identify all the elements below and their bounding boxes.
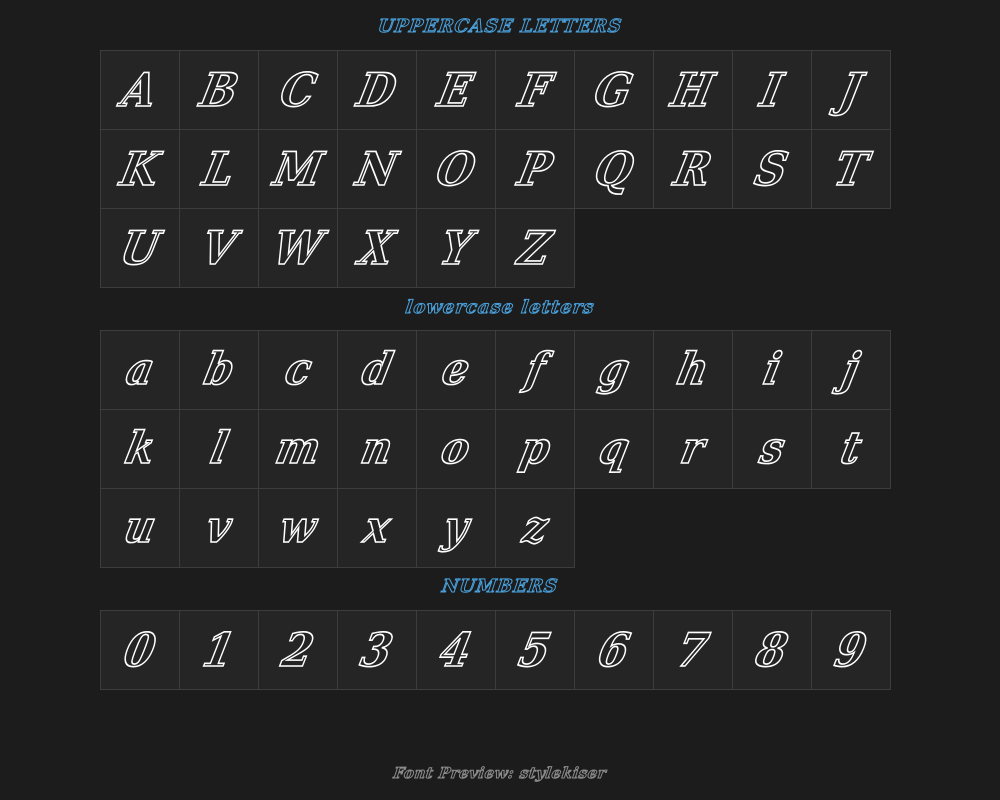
glyph-cell bbox=[100, 409, 180, 489]
glyph-cell bbox=[258, 409, 338, 489]
glyph-cell bbox=[653, 409, 733, 489]
glyph-cell bbox=[811, 330, 891, 410]
glyph-sample: d bbox=[357, 344, 397, 395]
glyph-sample: M bbox=[268, 142, 328, 196]
glyph-cell bbox=[416, 208, 496, 288]
glyph-cell bbox=[495, 488, 575, 568]
glyph-sample: Y bbox=[435, 221, 477, 275]
glyph-sample: 4 bbox=[435, 623, 477, 677]
glyph-sample: H bbox=[667, 63, 719, 117]
glyph-cell bbox=[337, 330, 417, 410]
glyph-sample: A bbox=[117, 63, 163, 117]
glyph-sample: 9 bbox=[830, 623, 872, 677]
glyph-cell bbox=[100, 50, 180, 130]
glyph-sample: N bbox=[351, 142, 403, 196]
glyph-sample: B bbox=[195, 63, 243, 117]
glyph-sample: C bbox=[275, 63, 321, 117]
glyph-cell bbox=[653, 610, 733, 690]
glyph-sample: r bbox=[677, 423, 710, 474]
glyph-sample: 6 bbox=[593, 623, 635, 677]
glyph-cell bbox=[495, 330, 575, 410]
glyph-cell bbox=[337, 208, 417, 288]
glyph-cell bbox=[416, 409, 496, 489]
glyph-cell bbox=[811, 610, 891, 690]
glyph-sample: z bbox=[518, 502, 553, 553]
glyph-sample: e bbox=[437, 344, 475, 395]
glyph-sample: t bbox=[836, 423, 866, 474]
uppercase-grid bbox=[100, 50, 900, 287]
glyph-cell bbox=[258, 488, 338, 568]
glyph-sample: V bbox=[196, 221, 242, 275]
glyph-cell bbox=[653, 50, 733, 130]
glyph-cell bbox=[416, 488, 496, 568]
glyph-cell bbox=[100, 208, 180, 288]
glyph-sample: w bbox=[275, 502, 321, 553]
glyph-sample: m bbox=[271, 423, 325, 474]
glyph-cell bbox=[337, 409, 417, 489]
glyph-sample: K bbox=[115, 142, 165, 196]
glyph-cell bbox=[574, 409, 654, 489]
uppercase-section-title: UPPERCASE LETTERS bbox=[376, 16, 624, 37]
glyph-sample: W bbox=[268, 221, 328, 275]
glyph-cell bbox=[179, 409, 259, 489]
lowercase-section-title: lowercase letters bbox=[404, 297, 596, 318]
glyph-sample: n bbox=[356, 423, 398, 474]
glyph-sample: p bbox=[515, 423, 555, 474]
glyph-sample: v bbox=[201, 502, 237, 553]
glyph-cell bbox=[495, 208, 575, 288]
glyph-cell bbox=[258, 129, 338, 209]
glyph-sample: G bbox=[590, 63, 638, 117]
glyph-cell bbox=[732, 610, 812, 690]
glyph-sample: O bbox=[431, 142, 481, 196]
glyph-cell bbox=[574, 330, 654, 410]
glyph-sample: J bbox=[835, 63, 867, 117]
glyph-cell bbox=[100, 488, 180, 568]
glyph-cell bbox=[811, 409, 891, 489]
glyph-cell bbox=[495, 50, 575, 130]
glyph-sample: h bbox=[672, 344, 714, 395]
glyph-sample: 2 bbox=[277, 623, 319, 677]
glyph-cell bbox=[179, 330, 259, 410]
glyph-sample: s bbox=[755, 423, 789, 474]
glyph-sample: k bbox=[120, 423, 160, 474]
glyph-cell bbox=[732, 330, 812, 410]
glyph-cell bbox=[100, 330, 180, 410]
glyph-cell bbox=[811, 50, 891, 130]
glyph-cell bbox=[732, 409, 812, 489]
glyph-sample: y bbox=[438, 502, 474, 553]
glyph-sample: q bbox=[594, 423, 634, 474]
glyph-sample: 1 bbox=[198, 623, 240, 677]
glyph-sample: R bbox=[669, 142, 717, 196]
lowercase-grid bbox=[100, 330, 900, 567]
glyph-cell bbox=[337, 129, 417, 209]
glyph-cell bbox=[732, 129, 812, 209]
glyph-sample: l bbox=[205, 423, 233, 474]
glyph-cell bbox=[574, 50, 654, 130]
numbers-grid bbox=[100, 610, 900, 689]
glyph-cell bbox=[337, 50, 417, 130]
glyph-cell bbox=[179, 50, 259, 130]
glyph-sample: c bbox=[280, 344, 316, 395]
glyph-cell bbox=[416, 129, 496, 209]
glyph-cell bbox=[258, 610, 338, 690]
glyph-cell bbox=[653, 129, 733, 209]
glyph-cell bbox=[811, 129, 891, 209]
glyph-cell bbox=[732, 50, 812, 130]
glyph-cell bbox=[416, 50, 496, 130]
glyph-sample: 3 bbox=[356, 623, 398, 677]
glyph-sample: x bbox=[359, 502, 395, 553]
glyph-cell bbox=[179, 610, 259, 690]
glyph-sample: j bbox=[838, 344, 864, 395]
glyph-sample: g bbox=[594, 344, 634, 395]
glyph-sample: 5 bbox=[514, 623, 556, 677]
glyph-sample: b bbox=[199, 344, 239, 395]
glyph-sample: S bbox=[750, 142, 794, 196]
glyph-cell bbox=[258, 208, 338, 288]
glyph-cell bbox=[179, 208, 259, 288]
glyph-sample: 8 bbox=[751, 623, 793, 677]
glyph-cell bbox=[258, 50, 338, 130]
glyph-cell bbox=[495, 610, 575, 690]
glyph-sample: T bbox=[829, 142, 873, 196]
glyph-cell bbox=[574, 129, 654, 209]
glyph-cell bbox=[495, 129, 575, 209]
glyph-cell bbox=[337, 610, 417, 690]
glyph-sample: F bbox=[514, 63, 556, 117]
glyph-sample: D bbox=[352, 63, 402, 117]
glyph-sample: 0 bbox=[119, 623, 161, 677]
glyph-sample: Q bbox=[589, 142, 639, 196]
glyph-sample: u bbox=[119, 502, 161, 553]
glyph-cell bbox=[100, 610, 180, 690]
glyph-cell bbox=[574, 610, 654, 690]
glyph-sample: o bbox=[437, 423, 476, 474]
glyph-cell bbox=[495, 409, 575, 489]
glyph-sample: Z bbox=[513, 221, 557, 275]
glyph-sample: f bbox=[520, 344, 550, 395]
glyph-sample: I bbox=[756, 63, 788, 117]
glyph-cell bbox=[653, 330, 733, 410]
glyph-sample: P bbox=[513, 142, 557, 196]
glyph-sample: X bbox=[354, 221, 400, 275]
glyph-cell bbox=[179, 129, 259, 209]
glyph-cell bbox=[416, 610, 496, 690]
glyph-sample: L bbox=[198, 142, 240, 196]
glyph-sample: i bbox=[758, 344, 786, 395]
glyph-cell bbox=[100, 129, 180, 209]
glyph-cell bbox=[258, 330, 338, 410]
glyph-cell bbox=[337, 488, 417, 568]
glyph-sample: a bbox=[121, 344, 159, 395]
numbers-section-title: NUMBERS bbox=[440, 576, 560, 597]
glyph-cell bbox=[179, 488, 259, 568]
glyph-sample: U bbox=[115, 221, 165, 275]
glyph-cell bbox=[416, 330, 496, 410]
glyph-sample: 7 bbox=[672, 623, 714, 677]
glyph-sample: E bbox=[434, 63, 478, 117]
footer-caption: Font Preview: stylekiser bbox=[392, 764, 608, 782]
